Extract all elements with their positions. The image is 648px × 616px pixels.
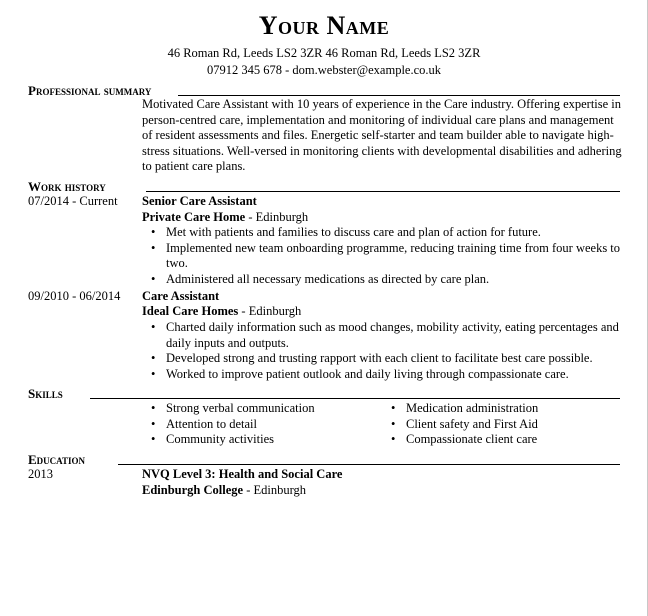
list-item: • Attention to detail (142, 417, 382, 433)
job-employer (142, 304, 301, 320)
employer-location: - Edinburgh (238, 304, 302, 318)
education-rule (118, 464, 620, 465)
email: dom.webster@example.co.uk (292, 63, 442, 77)
skills-left (142, 401, 382, 448)
list-item: • Charted daily information such as mood changes, mobility activity, eating percentages and daily inputs and outputs. (142, 320, 622, 351)
skills-heading: Skills (28, 386, 63, 401)
list-item: • Medication administration (382, 401, 622, 417)
list-item: • Worked to improve patient outlook and daily living through compassionate care. (142, 367, 622, 383)
employer-name: Private Care Home (142, 210, 246, 224)
work-heading: Work history (28, 179, 106, 194)
skills-right (382, 401, 622, 448)
school-name: Edinburgh College (142, 483, 244, 497)
summary-rule (178, 95, 620, 96)
job-dates: 09/2010 - 06/2014 (28, 289, 121, 303)
list-item: • Administered all necessary medications as directed by care plan. (142, 272, 622, 288)
job-bullets (142, 225, 622, 287)
list-item: • Client safety and First Aid (382, 417, 622, 433)
address-line: 46 Roman Rd, Leeds LS2 3ZR 46 Roman Rd, Leeds LS2 3ZR (167, 46, 481, 60)
job-title: Care Assistant (142, 289, 220, 303)
skills-rule (90, 398, 620, 399)
contact-line (0, 62, 648, 78)
education-heading: Education (28, 452, 86, 467)
job-title: Senior Care Assistant (142, 194, 257, 208)
contact-separator: - (281, 63, 293, 77)
list-item: • Developed strong and trusting rapport with each client to facilitate best care possible. (142, 351, 622, 367)
employer-location: - Edinburgh (245, 210, 309, 224)
list-item: • Met with patients and families to discuss care and plan of action for future. (142, 225, 622, 241)
work-rule (146, 191, 620, 192)
list-item: • Strong verbal communication (142, 401, 382, 417)
summary-heading: Professional summary (28, 83, 152, 98)
candidate-name: Your Name (258, 11, 390, 40)
job-employer (142, 210, 308, 226)
school-location: - Edinburgh (243, 483, 307, 497)
education-qualification: NVQ Level 3: Health and Social Care (142, 467, 343, 481)
list-item: • Community activities (142, 432, 382, 448)
employer-name: Ideal Care Homes (142, 304, 239, 318)
list-item: • Implemented new team onboarding programme, reducing training time from four weeks to two. (142, 241, 622, 272)
list-item: • Compassionate client care (382, 432, 622, 448)
job-bullets (142, 320, 622, 382)
education-school (142, 483, 306, 499)
education-year: 2013 (28, 467, 53, 481)
job-dates: 07/2014 - Current (28, 194, 118, 208)
summary-text: Motivated Care Assistant with 10 years of experience in the Care industry. Offering expertise in person-centred care, implementation and monitoring of individual care plans and management of resident assessments and files. Energetic self-starter and team builder able to navigate high-stress situations. Well-versed in monitoring clients with developmental disabilities and adhering to patient care plans. (142, 97, 622, 173)
phone: 07912 345 678 (206, 63, 282, 77)
